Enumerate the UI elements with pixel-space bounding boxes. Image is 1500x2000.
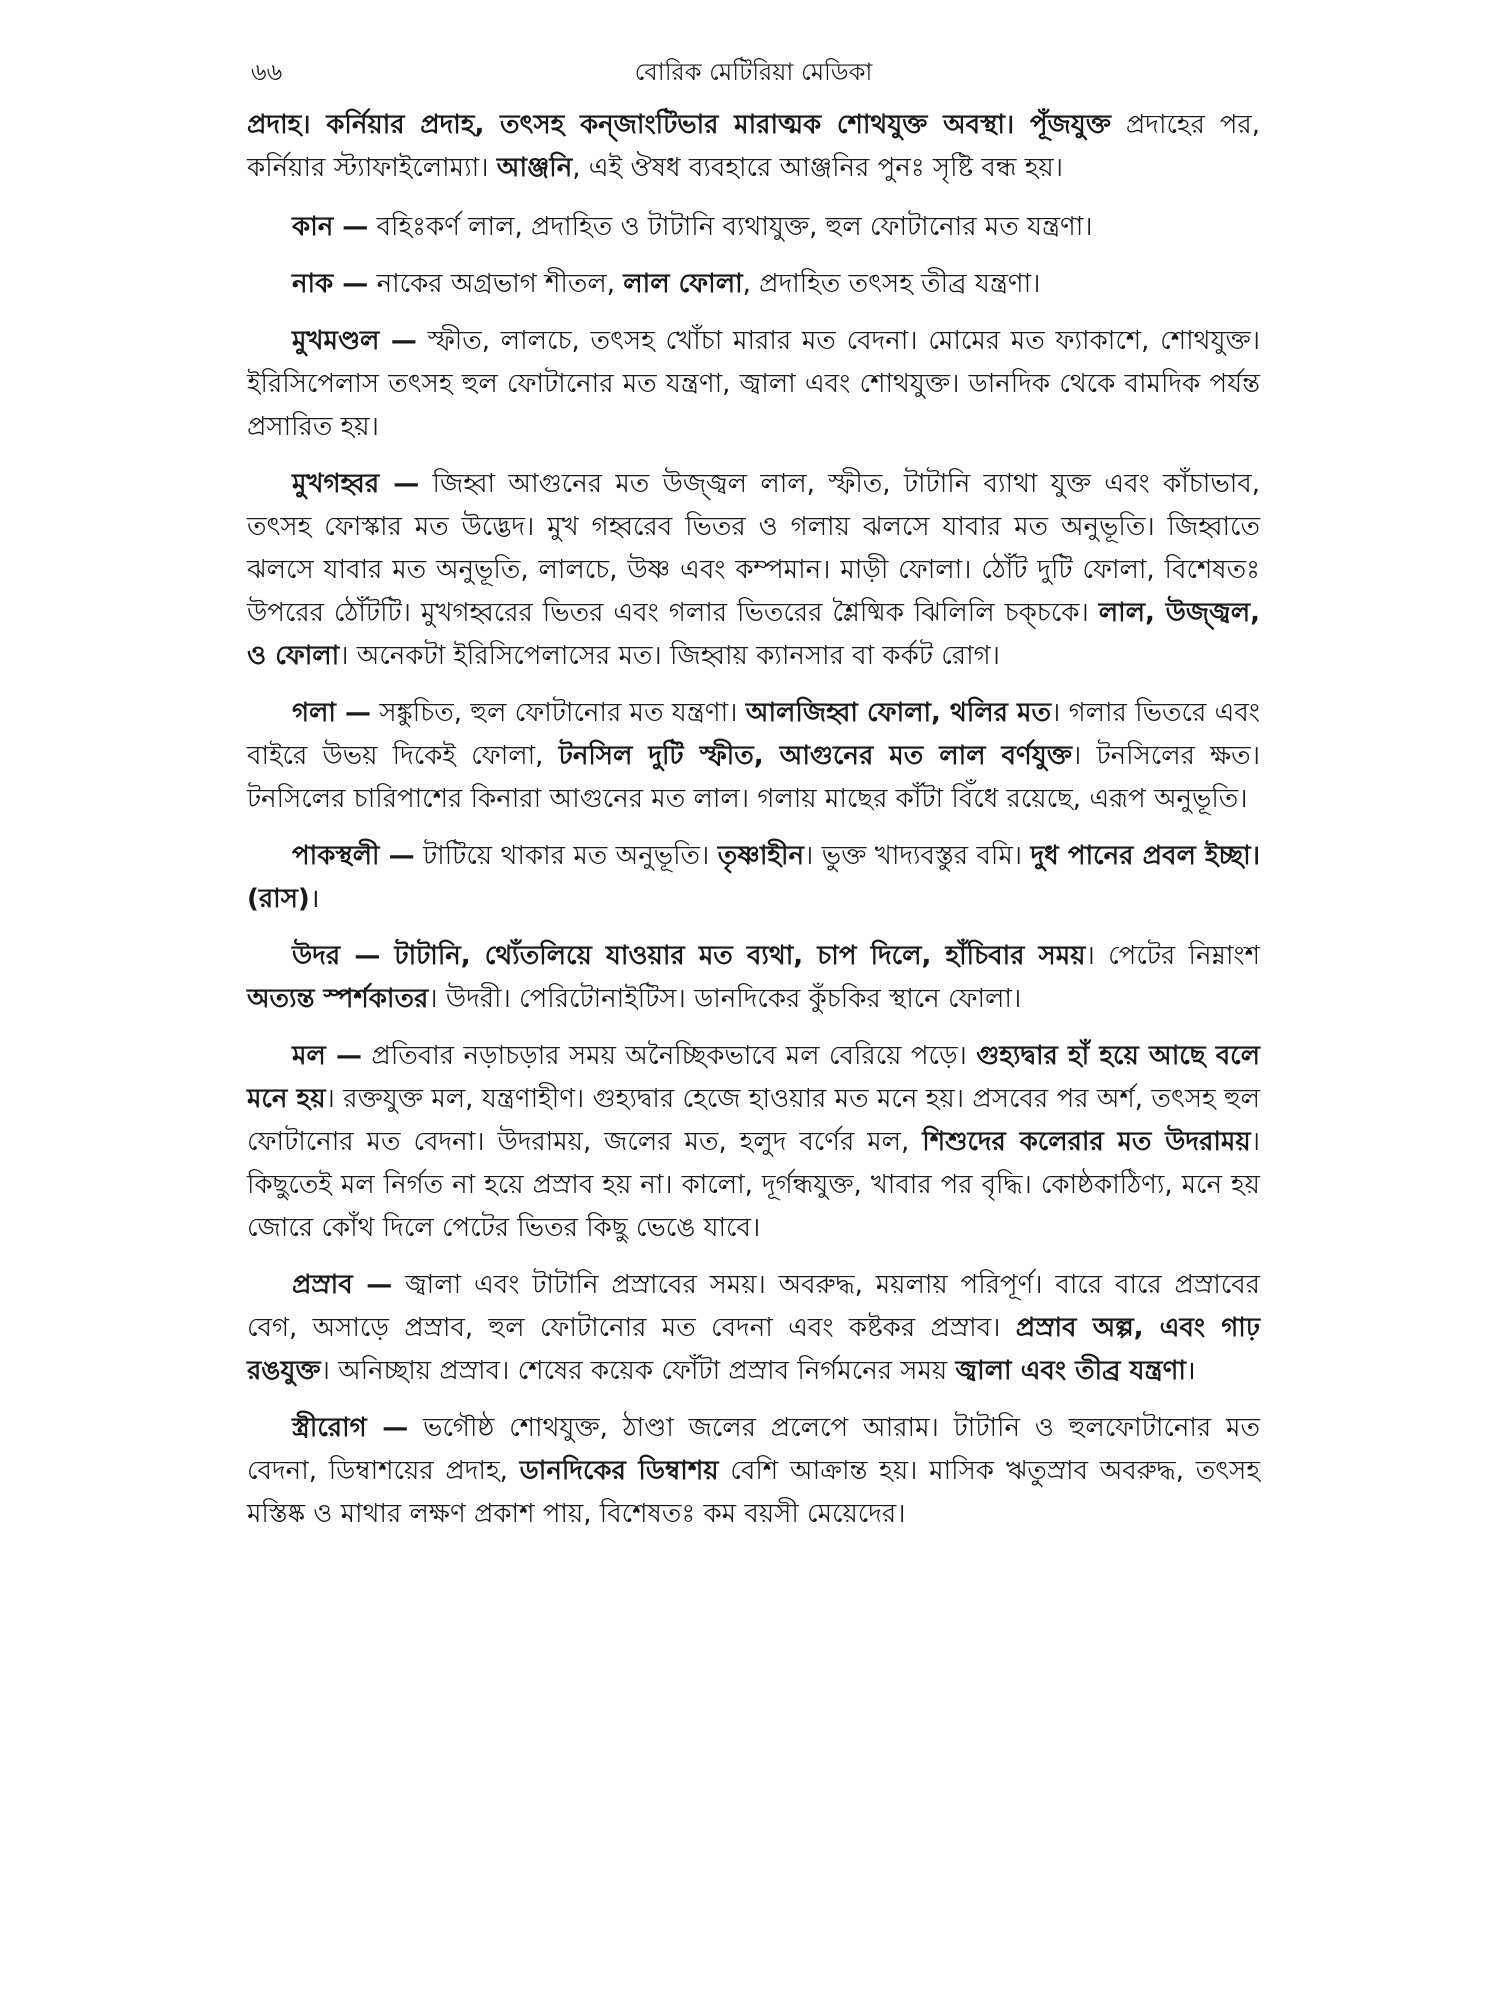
text-run: প্রতিবার নড়াচড়ার সময় অনৈচ্ছিকভাবে মল বেরিয়ে পড়ে। xyxy=(362,1041,977,1071)
text-run: টাটিয়ে থাকার মত অনুভূতি। xyxy=(414,841,718,871)
paragraph xyxy=(247,320,1260,449)
text-run: । xyxy=(309,884,320,914)
bold-text: পাকস্থলী — xyxy=(292,841,415,871)
bold-text: অত্যন্ত স্পর্শকাতর xyxy=(247,984,429,1014)
text-run: । xyxy=(1185,1356,1196,1386)
paragraph xyxy=(247,692,1260,821)
text-run: । কিছুতেই মল নির্গত না হয়ে প্রস্রাব হয় না। কালো, দূর্গন্ধযুক্ত, খাবার পর বৃদ্ধি। কোষ্ঠকাঠিণ্য, মনে হয় জোরে কোঁথ দিলে পেটের ভিতর কিছু ভেঙে যাবে। xyxy=(247,1127,1261,1243)
text-run: । পেটের নিম্নাংশ xyxy=(1085,941,1260,971)
text-run: নাকের অগ্রভাগ শীতল, xyxy=(368,269,624,299)
bold-text: লাল ফোলা xyxy=(623,269,743,299)
book-page xyxy=(247,50,1260,1980)
text-run: বেশি আক্রান্ত হয়। মাসিক ঋতুস্রাব অবরুদ্ধ, তৎসহ মস্তিষ্ক ও মাথার লক্ষণ প্রকাশ পায়, বিশেষতঃ কম বয়সী মেয়েদের। xyxy=(247,1456,1261,1529)
body-text xyxy=(247,104,1260,1536)
text-run: জ্বালা এবং টাটানি প্রস্রাবের সময়। অবরুদ্ধ, ময়লায় পরিপূর্ণ। বারে বারে প্রস্রাবের বেগ, অসাড়ে প্রস্রাব, হুল ফোটানোর মত বেদনা এবং কষ্টকর প্রস্রাব। xyxy=(247,1270,1260,1343)
bold-text: মল — xyxy=(292,1041,363,1071)
bold-text: টনসিল দুটি স্ফীত, আগুনের মত লাল বর্ণযুক্ত xyxy=(558,741,1072,771)
bold-text: নাক — xyxy=(292,269,369,299)
running-title: বোরিক মেটিরিয়া মেডিকা xyxy=(634,58,873,86)
bold-text: আঞ্জনি xyxy=(496,153,573,183)
text-run: । উদরী। পেরিটোনাইটিস। ডানদিকের কুঁচকির স্থানে ফোলা। xyxy=(428,984,1022,1014)
bold-text: প্রস্রাব অল্প, এবং গাঢ় রঙযুক্ত xyxy=(247,1313,1260,1386)
text-run: ভগৌষ্ঠ শোথযুক্ত, ঠাণ্ডা জলের প্রলেপে আরাম। টাটানি ও হুলফোটানোর মত বেদনা, ডিম্বাশয়ের প্রদাহ, xyxy=(247,1413,1260,1486)
page-header xyxy=(247,50,1260,90)
bold-text: মুখমণ্ডল — xyxy=(292,326,417,356)
text-run: , প্রদাহিত তৎসহ তীব্র যন্ত্রণা। xyxy=(742,269,1041,299)
text-run: , এই ঔষধ ব্যবহারে আঞ্জনির পুনঃ সৃষ্টি বন্ধ হয়। xyxy=(572,153,1063,183)
bold-text: কান — xyxy=(292,212,369,242)
bold-text: জ্বালা এবং তীব্র যন্ত্রণা xyxy=(955,1356,1186,1386)
paragraph xyxy=(247,1035,1260,1250)
text-run: । অনেকটা ইরিসিপেলাসের মত। জিহ্বায় ক্যানসার বা কর্কট রোগ। xyxy=(339,641,1000,671)
text-run: স্ফীত, লালচে, তৎসহ খোঁচা মারার মত বেদনা। মোমের মত ফ্যাকাশে, শোথযুক্ত। ইরিসিপেলাস তৎসহ হুল ফোটানোর মত যন্ত্রণা, জ্বালা এবং শোথযুক্ত। ডানদিক থেকে বামদিক পর্যন্ত প্রসারিত হয়। xyxy=(247,326,1260,442)
bold-text: মুখগহ্বর — xyxy=(292,469,420,499)
bold-text: গলা — xyxy=(292,698,372,728)
text-run: সঙ্কুচিত, হুল ফোটানোর মত যন্ত্রণা। xyxy=(371,698,746,728)
bold-text: ডানদিকের ডিম্বাশয় xyxy=(519,1456,719,1486)
paragraph xyxy=(247,463,1260,678)
paragraph xyxy=(247,1407,1260,1536)
bold-text: শিশুদের কলেরার মত উদরাময় xyxy=(922,1127,1251,1157)
bold-text: লাল, উজ্জ্বল, ও ফোলা xyxy=(247,598,1260,671)
text-run: । গলার ভিতরে এবং বাইরে উভয় দিকেই ফোলা, xyxy=(247,698,1260,771)
text-run: বহিঃকর্ণ লাল, প্রদাহিত ও টাটানি ব্যথাযুক্ত, হুল ফোটানোর মত যন্ত্রণা। xyxy=(368,212,1093,242)
bold-text: গুহ্যদ্বার হাঁ হয়ে আছে বলে মনে হয় xyxy=(247,1041,1260,1114)
paragraph xyxy=(247,263,1260,306)
text-run: । রক্তযুক্ত মল, যন্ত্রণাহীণ। গুহ্যদ্বার হেজে হাওয়ার মত মনে হয়। প্রসবের পর অর্শ, তৎসহ হুল ফোটানোর মত বেদনা। উদরাময়, জলের মত, হলুদ বর্ণের মল, xyxy=(247,1084,1260,1157)
text-run: । ভুক্ত খাদ্যবস্তুর বমি। xyxy=(804,841,1031,871)
text-run: । টনসিলের ক্ষত। টনসিলের চারিপাশের কিনারা আগুনের মত লাল। গলায় মাছের কাঁটা বিঁধে রয়েছে, এরূপ অনুভূতি। xyxy=(247,741,1260,814)
bold-text: প্রদাহ। কর্নিয়ার প্রদাহ, তৎসহ কন্জাংটিভার মারাত্মক শোথযুক্ত অবস্থা। পূঁজযুক্ত xyxy=(247,110,1111,140)
text-run: প্রদাহের পর, কর্নিয়ার স্ট্যাফাইলোম্যা। xyxy=(247,110,1260,183)
text-run: জিহ্বা আগুনের মত উজ্জ্বল লাল, স্ফীত, টাটানি ব্যাথা যুক্ত এবং কাঁচাভাব, তৎসহ ফোস্কার মত উদ্ভেদ। মুখ গহ্বরেব ভিতর ও গলায় ঝলসে যাবার মত অনুভূতি। জিহ্বাতে ঝলসে যাবার মত অনুভূতি, লালচে, উষ্ণ এবং কম্পমান। মাড়ী ফোলা। ঠোঁট দুটি ফোলা, বিশেষতঃ উপরের ঠোঁটটি। মুখগহ্বরের ভিতর এবং গলার ভিতরের শ্লৈষ্মিক ঝিলিলি চক্‌চকে। xyxy=(247,469,1260,628)
paragraph xyxy=(247,104,1260,190)
bold-text: তৃষ্ণাহীন xyxy=(717,841,804,871)
bold-text: দুধ পানের প্রবল ইচ্ছা। (রাস) xyxy=(247,841,1261,914)
text-run: । অনিচ্ছায় প্রস্রাব। শেষের কয়েক ফোঁটা প্রস্রাব নির্গমনের সময় xyxy=(320,1356,956,1386)
paragraph xyxy=(247,835,1260,921)
bold-text: উদর — টাটানি, থ্যেঁতলিয়ে যাওয়ার মত ব্যথা, চাপ দিলে, হাঁচিবার সময় xyxy=(292,941,1086,971)
paragraph xyxy=(247,935,1260,1021)
paragraph xyxy=(247,1264,1260,1393)
bold-text: প্রস্রাব — xyxy=(292,1270,393,1300)
page-number: ৬৬ xyxy=(251,58,283,86)
bold-text: আলজিহ্বা ফোলা, থলির মত xyxy=(745,698,1051,728)
paragraph xyxy=(247,206,1260,249)
bold-text: স্ত্রীরোগ — xyxy=(292,1413,409,1443)
